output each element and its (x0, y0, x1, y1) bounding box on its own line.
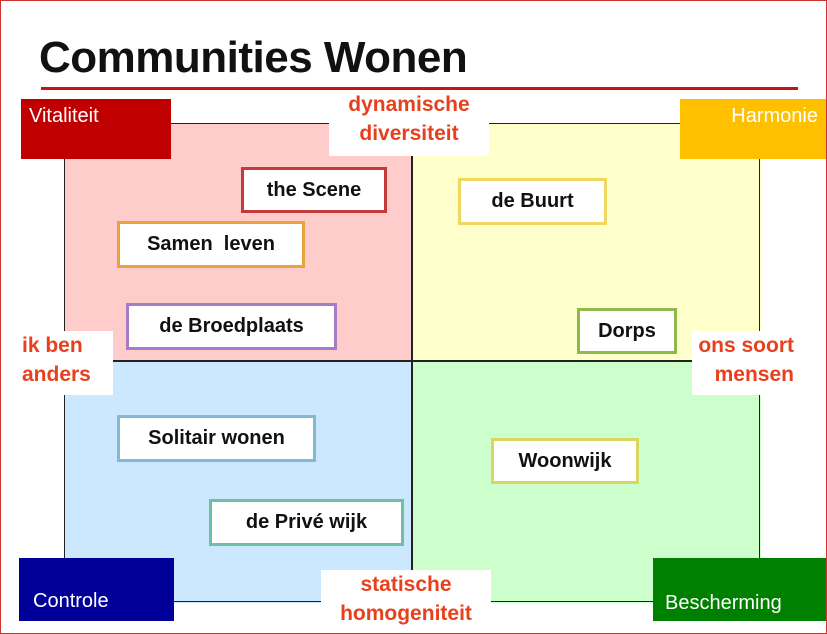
corner-vitaliteit-label: Vitaliteit (29, 105, 99, 127)
axis-bottom-line-2: homogeniteit (340, 602, 472, 625)
axis-label-right (692, 331, 800, 395)
label-de-buurt: de Buurt (458, 178, 607, 225)
slide-title: Communities Wonen (39, 33, 468, 82)
axis-right-line-1: ons soort (698, 334, 794, 357)
corner-harmonie (680, 99, 827, 159)
axis-right-line-2: mensen (714, 363, 794, 386)
corner-bescherming-label: Bescherming (665, 592, 782, 614)
corner-vitaliteit (21, 99, 171, 159)
label-solitair-wonen: Solitair wonen (117, 415, 316, 462)
label-woonwijk: Woonwijk (491, 438, 639, 484)
corner-controle-label: Controle (33, 590, 109, 612)
horizontal-axis-line (64, 360, 761, 362)
axis-label-bottom (321, 570, 491, 633)
label-the-scene: the Scene (241, 167, 387, 213)
axis-left-line-1: ik ben (22, 334, 83, 357)
vertical-axis-line (411, 123, 413, 603)
axis-top-line-2: diversiteit (359, 122, 459, 145)
axis-label-left (16, 331, 113, 395)
axis-top-line-1: dynamische (348, 93, 470, 116)
axis-label-top (329, 90, 489, 156)
corner-controle (19, 558, 174, 621)
corner-bescherming (653, 558, 827, 621)
corner-harmonie-label: Harmonie (731, 105, 818, 127)
label-de-prive-wijk: de Privé wijk (209, 499, 404, 546)
label-dorps: Dorps (577, 308, 677, 354)
axis-left-line-2: anders (22, 363, 91, 386)
label-samen-leven: Samen leven (117, 221, 305, 268)
label-de-broedplaats: de Broedplaats (126, 303, 337, 350)
axis-bottom-line-1: statische (360, 573, 452, 596)
